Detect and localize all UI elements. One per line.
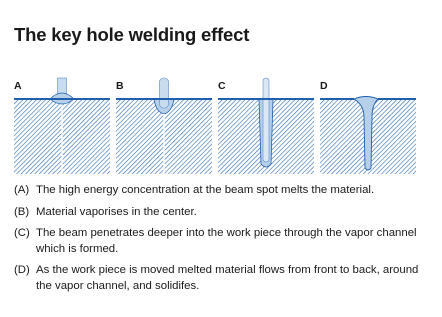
panel-a-illustration [14, 72, 110, 174]
caption-letter: (D) [14, 264, 30, 276]
caption-letter: (B) [14, 205, 30, 218]
panel-c-illustration [218, 72, 314, 174]
caption-letter: (A) [14, 184, 30, 196]
caption-list [14, 183, 434, 300]
caption-c [14, 226, 434, 257]
caption-d [14, 263, 434, 294]
caption-text: Material vaporises in the center. [36, 205, 197, 218]
caption-text: The high energy concentration at the beam spot melts the material. [36, 184, 375, 196]
caption-text: The beam penetrates deeper into the work piece through the vapor channel which is formed. [36, 227, 417, 255]
laser-beam [263, 78, 269, 162]
caption-text: As the work piece is moved melted material flows from front to back, around the vapor channel, and solidifes. [36, 264, 419, 292]
diagram-title: The key hole welding effect [14, 24, 250, 45]
caption-b [14, 205, 434, 221]
panel-label-d: D [320, 80, 328, 92]
panel-b-illustration [116, 72, 212, 174]
panel-label-b: B [116, 80, 124, 92]
panel-d-illustration [320, 72, 416, 174]
laser-beam [160, 78, 169, 108]
caption-a [14, 183, 434, 199]
panel-label-c: C [218, 80, 226, 92]
caption-letter: (C) [14, 227, 30, 239]
panel-label-a: A [14, 80, 22, 92]
